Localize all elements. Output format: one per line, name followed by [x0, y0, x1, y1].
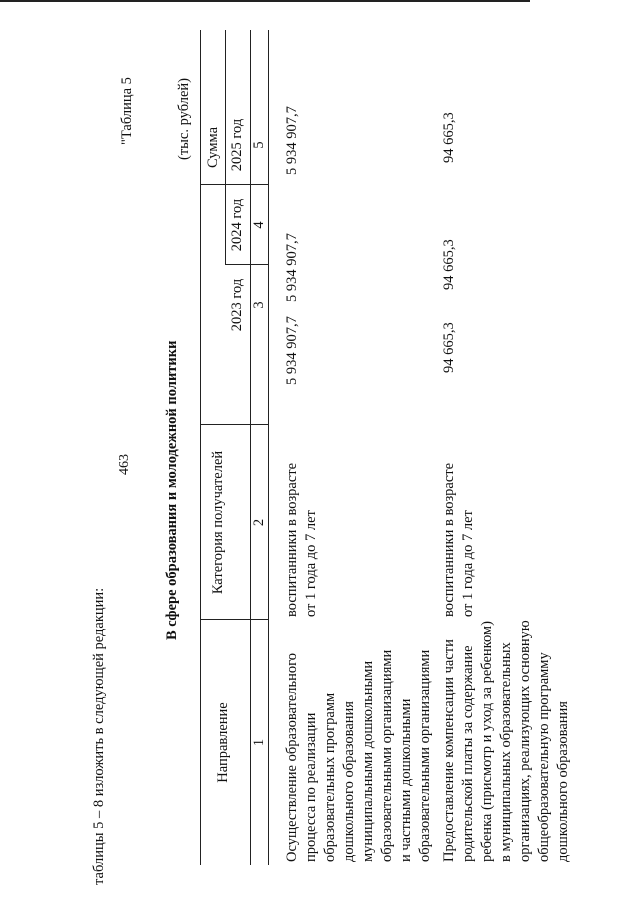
section-title: В сфере образования и молодежной политики	[164, 340, 180, 640]
header-2024: 2024 год	[229, 198, 245, 252]
colnum-1: 1	[251, 738, 267, 747]
row1-direction-line: дошкольного образования	[341, 701, 357, 862]
table-label: "Таблица 5	[119, 77, 135, 145]
row1-direction	[283, 650, 435, 862]
row2-direction-line: Предоставление компенсации части	[441, 639, 457, 862]
row1-value-2024: 5 934 907,7	[284, 233, 300, 302]
row2-direction	[440, 620, 573, 862]
row2-direction-line: родительской платы за содержание	[460, 645, 476, 862]
row2-category-line: от 1 года до 7 лет	[460, 510, 476, 617]
row2-direction-line: организациях, реализующих основную	[517, 620, 533, 862]
row2-category	[440, 463, 478, 617]
header-direction: Направление	[215, 702, 231, 783]
row2-value-2024: 94 665,3	[441, 239, 457, 290]
colnum-4: 4	[251, 221, 267, 229]
row1-value-2023: 5 934 907,7	[284, 316, 300, 385]
table-top-border	[200, 30, 201, 865]
row1-direction-line: образовательными организациями	[417, 649, 433, 862]
row1-direction-line: муниципальными дошкольными	[360, 660, 376, 862]
row1-direction-line: образовательными организациями	[379, 649, 395, 862]
row1-category-line: воспитанники в возрасте	[284, 462, 300, 617]
header-sum: Сумма	[205, 126, 221, 169]
header-2023: 2023 год	[229, 278, 245, 332]
row1-category-line: от 1 года до 7 лет	[303, 510, 319, 617]
row2-direction-line: ребенка (присмотр и уход за ребенком)	[479, 621, 495, 862]
colnum-2: 2	[251, 518, 267, 527]
row2-value-2023: 94 665,3	[441, 322, 457, 373]
row1-direction-line: и частными дошкольными	[398, 698, 414, 862]
row1-direction-line: Осуществление образовательного	[284, 653, 300, 862]
row1-direction-line: процесса по реализации	[303, 712, 319, 862]
header-subrow-line	[225, 30, 226, 265]
page-number: 463	[117, 454, 132, 475]
header-2025: 2025 год	[229, 118, 245, 172]
row2-direction-line: дошкольного образования	[555, 701, 571, 862]
row1-direction-line: образовательных программ	[322, 692, 338, 862]
colnum-5: 5	[251, 141, 267, 149]
colnum-3: 3	[251, 301, 267, 309]
intro-text: таблицы 5 – 8 изложить в следующей редакции:	[91, 587, 107, 885]
row1-value-2025: 5 934 907,7	[284, 106, 300, 175]
row2-value-2025: 94 665,3	[441, 112, 457, 163]
row2-direction-line: общеобразовательную программу	[536, 652, 552, 862]
header-category: Категория получателей	[210, 450, 226, 595]
row2-direction-line: в муниципальных образовательных	[498, 642, 514, 862]
units-label: (тыс. рублей)	[176, 78, 192, 160]
row1-category	[283, 463, 321, 617]
row2-category-line: воспитанники в возрасте	[441, 462, 457, 617]
